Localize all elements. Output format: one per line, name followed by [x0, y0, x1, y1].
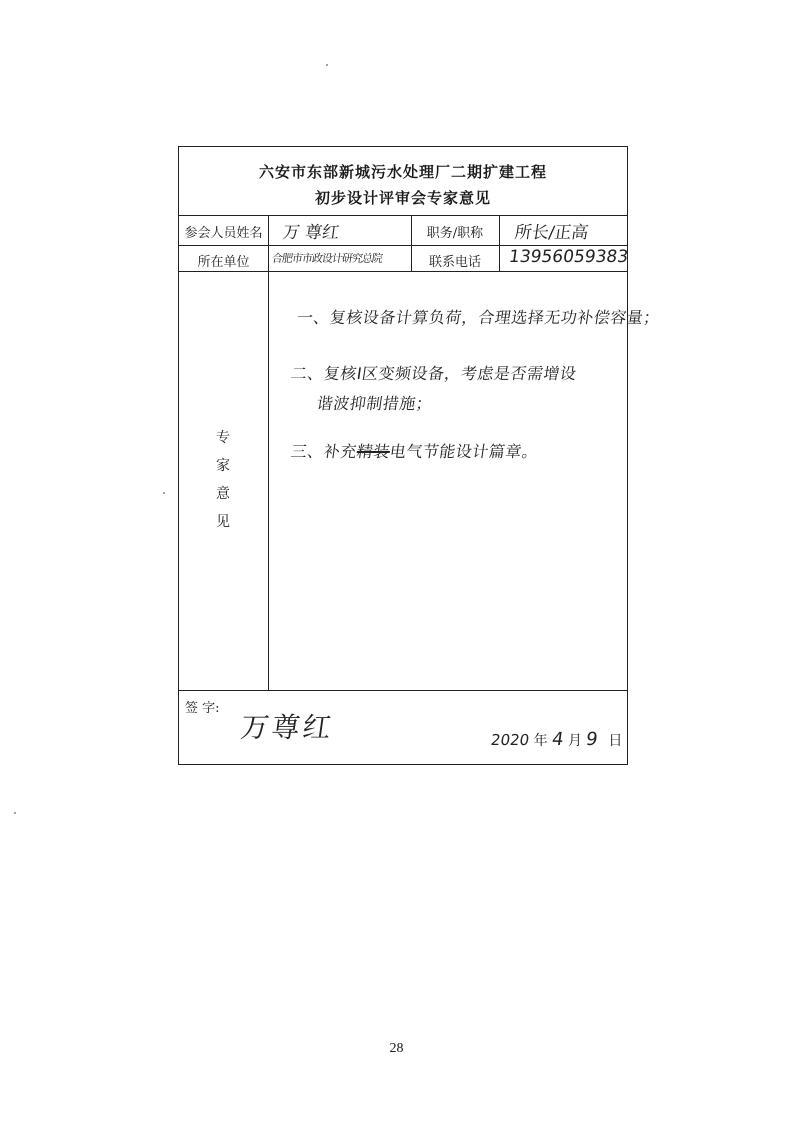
- position-value: 所长/正高: [513, 223, 590, 243]
- opinion-label-char: 家: [216, 458, 230, 474]
- opinion-line-4-end: 电气节能设计篇章。: [388, 442, 540, 461]
- opinion-line-4: [289, 439, 540, 462]
- date-year: 2020: [489, 731, 531, 749]
- date-month: 4: [550, 729, 566, 750]
- date-month-char: 月: [568, 733, 582, 749]
- expert-opinion-form: [178, 146, 662, 765]
- unit-value: 合肥市市政设计研究总院: [271, 252, 383, 265]
- col-divider: [268, 215, 269, 690]
- row-divider: [179, 215, 627, 216]
- unit-label: 所在单位: [197, 255, 250, 270]
- scan-speck: [163, 492, 165, 494]
- scan-speck: [326, 64, 328, 66]
- row-divider: [179, 690, 627, 691]
- form-subtitle: 初步设计评审会专家意见: [314, 189, 491, 207]
- col-divider: [499, 215, 500, 271]
- opinion-label-char: 见: [216, 514, 230, 530]
- phone-label: 联系电话: [428, 255, 481, 270]
- page-number: 28: [389, 1041, 404, 1056]
- scan-speck: [14, 812, 16, 814]
- phone-value: 13956059383: [507, 247, 630, 267]
- crossed-out-text: 精装: [355, 442, 392, 461]
- opinion-line-2: 二、复核Ⅰ区变频设备，考虑是否需增设: [289, 364, 578, 383]
- row-divider: [179, 271, 627, 272]
- date-year-char: 年: [533, 733, 548, 749]
- sign-date: [491, 729, 622, 750]
- signature: 万尊红: [238, 711, 337, 744]
- opinion-line-1: 一、复核设备计算负荷，合理选择无功补偿容量；: [295, 308, 662, 327]
- opinion-line-4-start: 三、补充: [289, 442, 359, 461]
- name-value: 万 尊红: [281, 223, 341, 243]
- opinion-label-char: 意: [216, 486, 230, 502]
- position-label: 职务/职称: [426, 226, 484, 241]
- opinion-line-3: 谐波抑制措施；: [315, 394, 434, 413]
- sign-label: 签 字:: [185, 701, 220, 716]
- opinion-label-char: 专: [216, 430, 230, 446]
- date-day: 9: [584, 729, 600, 750]
- form-title: 六安市东部新城污水处理厂二期扩建工程: [258, 163, 547, 181]
- name-label: 参会人员姓名: [184, 226, 263, 241]
- row-divider: [179, 245, 627, 246]
- date-day-char: 日: [608, 733, 623, 749]
